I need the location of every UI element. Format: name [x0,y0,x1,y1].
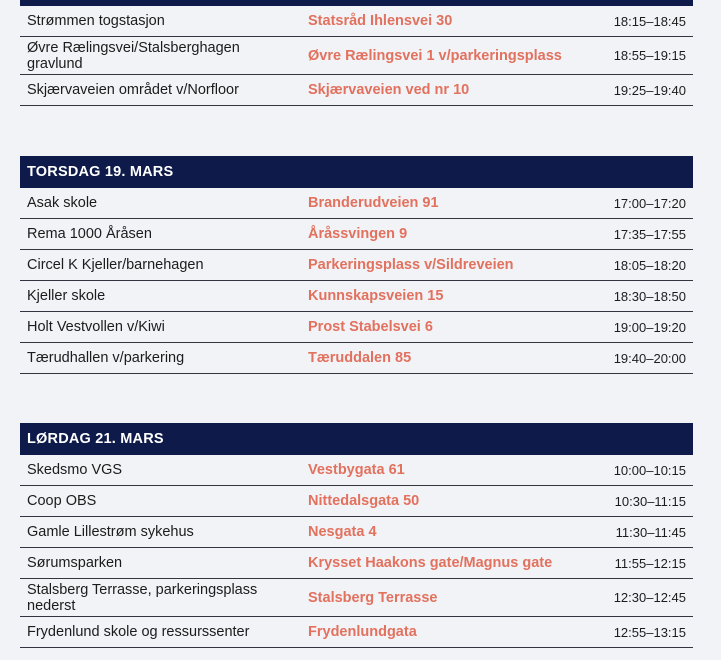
table-row [20,75,693,106]
schedule-section [20,6,693,106]
time-range: 18:05–18:20 [613,257,686,273]
address-link[interactable]: Åråssvingen 9 [308,226,408,242]
table-row [20,188,693,219]
place-name: Coop OBS [27,493,97,509]
schedule-section [20,156,693,374]
address-link[interactable]: Nesgata 4 [308,524,377,540]
table-row [20,250,693,281]
section-header: TORSDAG 19. MARS [20,156,693,188]
table-row [20,343,693,374]
table-row [20,486,693,517]
address-link[interactable]: Øvre Rælingsvei 1 v/parkeringsplass [308,47,562,64]
address-link[interactable]: Skjærvaveien ved nr 10 [308,82,470,98]
address-link[interactable]: Statsråd Ihlensvei 30 [308,13,453,29]
time-range: 11:55–12:15 [614,555,686,571]
time-range: 12:55–13:15 [613,624,686,640]
place-name: Asak skole [27,195,98,211]
time-range: 17:35–17:55 [613,226,686,242]
table-row [20,219,693,250]
table-row [20,517,693,548]
time-range: 19:00–19:20 [613,319,686,335]
table-row [20,548,693,579]
place-name: Stalsberg Terrasse, parkeringsplass nederst [27,581,258,614]
place-name: Holt Vestvollen v/Kiwi [27,319,165,335]
section-header: LØRDAG 21. MARS [20,423,693,455]
address-link[interactable]: Krysset Haakons gate/Magnus gate [308,555,553,571]
place-name: Strømmen togstasjon [27,13,165,29]
place-name: Rema 1000 Åråsen [27,226,152,242]
place-name: Circel K Kjeller/barnehagen [27,257,204,273]
time-range: 19:25–19:40 [613,82,686,98]
time-range: 11:30–11:45 [615,524,686,540]
table-row [20,455,693,486]
address-link[interactable]: Nittedalsgata 50 [308,493,420,509]
address-link[interactable]: Frydenlundgata [308,624,417,640]
address-link[interactable]: Branderudveien 91 [308,195,439,211]
time-range: 19:40–20:00 [613,350,686,366]
time-range: 18:30–18:50 [613,288,686,304]
place-name: Skjærvaveien området v/Norfloor [27,82,239,98]
address-link[interactable]: Stalsberg Terrasse [308,589,438,606]
table-row [20,281,693,312]
table-row [20,312,693,343]
time-range: 18:15–18:45 [613,13,686,29]
table-row [20,579,693,617]
table-row [20,6,693,37]
table-row [20,37,693,75]
time-range: 18:55–19:15 [613,48,686,63]
address-link[interactable]: Prost Stabelsvei 6 [308,319,433,335]
table-row [20,617,693,648]
time-range: 10:30–11:15 [614,493,686,509]
place-name: Øvre Rælingsvei/Stalsberghagen gravlund [27,39,240,72]
place-name: Skedsmo VGS [27,462,123,478]
place-name: Kjeller skole [27,288,106,304]
address-link[interactable]: Vestbygata 61 [308,462,405,478]
time-range: 10:00–10:15 [613,462,686,478]
schedule-section [20,423,693,648]
address-link[interactable]: Tæruddalen 85 [308,350,412,366]
time-range: 17:00–17:20 [613,195,686,211]
place-name: Gamle Lillestrøm sykehus [27,524,194,540]
place-name: Frydenlund skole og ressurssenter [27,624,250,640]
address-link[interactable]: Kunnskapsveien 15 [308,288,444,304]
place-name: Sørumsparken [27,555,123,571]
time-range: 12:30–12:45 [613,590,686,605]
place-name: Tærudhallen v/parkering [27,350,185,366]
address-link[interactable]: Parkeringsplass v/Sildreveien [308,257,514,273]
